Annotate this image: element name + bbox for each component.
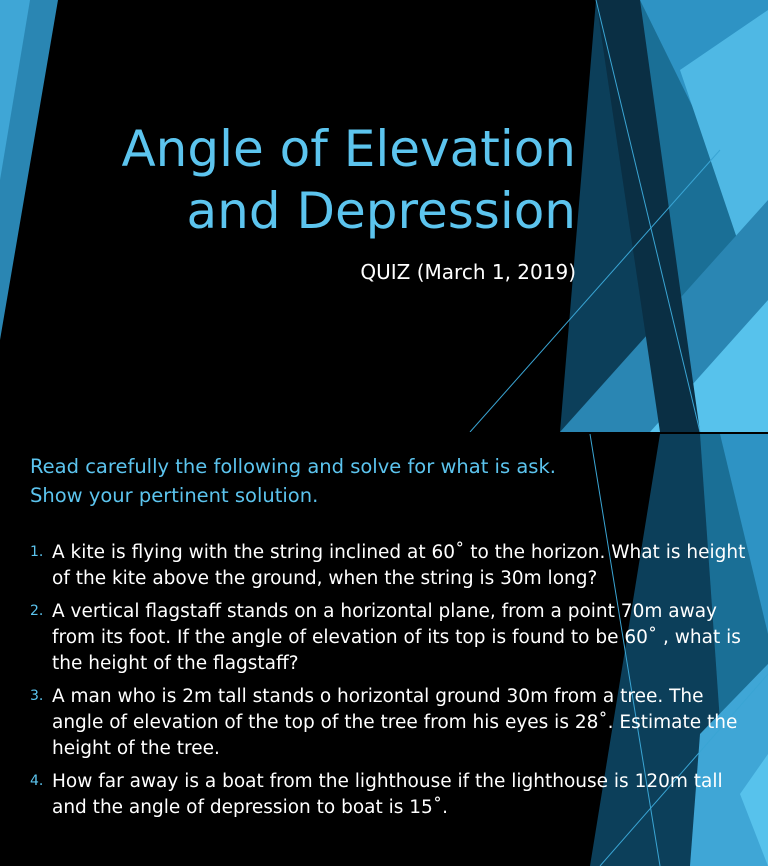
- quiz-slide: [0, 434, 768, 866]
- question-text: A man who is 2m tall stands o horizontal ground 30m from a tree. The angle of elevation of the top of the tree from his eyes is 28˚. Estimate the height of the tree.: [52, 686, 738, 759]
- question-item-2: [30, 599, 750, 677]
- quiz-instructions: Read carefully the following and solve for what is ask. Show your pertinent solution.: [30, 455, 556, 507]
- question-item-1: [30, 540, 750, 592]
- question-item-4: [30, 769, 750, 821]
- question-number: 1.: [30, 544, 44, 560]
- question-item-3: [30, 684, 750, 762]
- question-number: 2.: [30, 603, 44, 619]
- question-list: [30, 540, 750, 828]
- title-slide: [0, 0, 768, 432]
- slide-title: [56, 118, 576, 242]
- question-text: A kite is flying with the string inclined at 60˚ to the horizon. What is height of the kite above the ground, when the string is 30m long?: [52, 542, 746, 589]
- question-text: How far away is a boat from the lighthouse if the lighthouse is 120m tall and the angle of depression to boat is 15˚.: [52, 771, 723, 818]
- title-line-2: and Depression: [186, 182, 576, 240]
- question-text: A vertical flagstaff stands on a horizontal plane, from a point 70m away from its foot. If the angle of elevation of its top is found to be 60˚ , what is the height of the flagstaff?: [52, 601, 741, 674]
- title-line-1: Angle of Elevation: [121, 120, 576, 178]
- slide-subtitle: QUIZ (March 1, 2019): [360, 260, 576, 284]
- question-number: 4.: [30, 773, 44, 789]
- question-number: 3.: [30, 688, 44, 704]
